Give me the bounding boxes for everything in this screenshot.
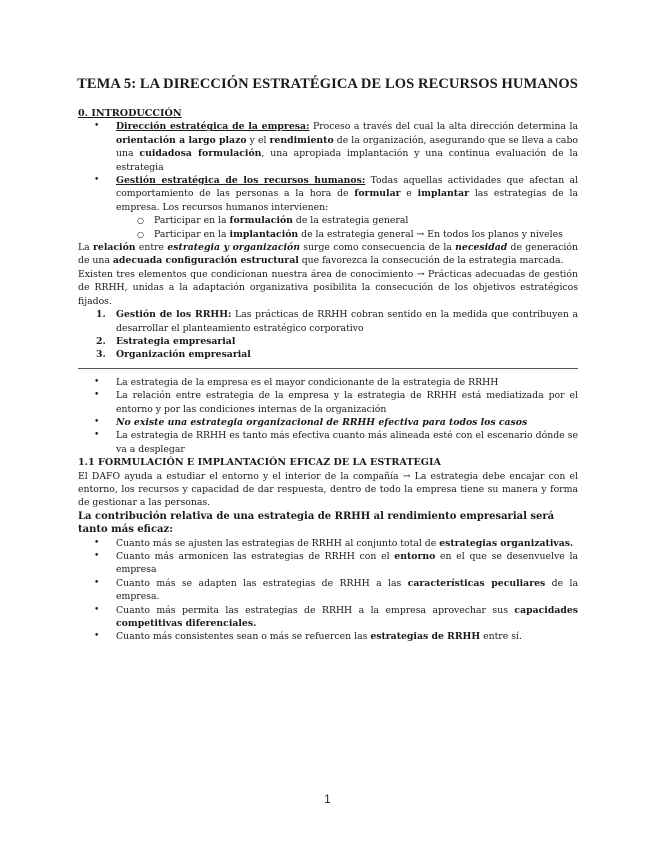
numbered-item bbox=[96, 348, 578, 361]
numbered-list bbox=[78, 308, 578, 362]
paragraph: Existen tres elementos que condicionan nuestra área de conocimiento → Prácticas adecuadas de gestión de RRHH, unidas a la adaptación organizativa posibilita la consecución de los objetivos estratégicos fijados. bbox=[78, 268, 578, 307]
bold-text: implantación bbox=[229, 228, 299, 240]
list-item bbox=[116, 630, 578, 643]
list-item bbox=[116, 120, 578, 174]
paragraph: El DAFO ayuda a estudiar el entorno y el interior de la compañía → La estrategia debe encajar con el entorno, los recursos y capacidad de dar respuesta, dentro de todo la empresa tiene su manera y forma de gestionar a las personas. bbox=[78, 470, 578, 509]
text: Cuanto más consistentes sean o más se refuercen las bbox=[116, 631, 371, 643]
text: Las prácticas de RRHH cobran sentido en la medida que contribuyen a desarrollar el planteamiento estratégico corporativo bbox=[116, 309, 579, 334]
horizontal-divider bbox=[78, 368, 578, 369]
sub-list-item bbox=[154, 228, 578, 241]
text: en el que se desenvuelve la empresa bbox=[116, 551, 578, 576]
item-number: 1. bbox=[96, 309, 106, 321]
bold-text: orientación a largo plazo bbox=[116, 134, 247, 146]
list-item: • La estrategia de la empresa es el mayor condicionante de la estrategia de RRHH bbox=[116, 376, 578, 389]
bold-text: entorno bbox=[394, 551, 436, 562]
bold-text: adecuada configuración estructural bbox=[112, 255, 299, 267]
bold-text: estrategias organizativas. bbox=[439, 537, 574, 549]
list-item: • La estrategia de RRHH es tanto más efectiva cuanto más alineada esté con el escenario dónde se va a desplegar bbox=[116, 429, 578, 456]
bold-text: Estrategia empresarial bbox=[116, 335, 236, 347]
text: de la estrategia general bbox=[292, 215, 409, 227]
bold-text: formular bbox=[354, 188, 401, 200]
effectiveness-list bbox=[78, 537, 578, 644]
sub-list bbox=[116, 214, 578, 241]
list-item bbox=[116, 604, 578, 631]
list-item bbox=[116, 174, 578, 241]
text: las estrategias de la empresa. Los recursos humanos intervienen: bbox=[116, 188, 578, 213]
text: entre bbox=[135, 242, 168, 254]
section-heading-introduccion: 0. INTRODUCCIÓN bbox=[78, 108, 182, 119]
numbered-item bbox=[96, 335, 578, 348]
bold-italic-text: estrategia y organización bbox=[167, 242, 300, 254]
text: Cuanto más armonicen las estrategias de RRHH con el bbox=[116, 551, 395, 562]
bold-text: rendimiento bbox=[269, 134, 334, 146]
text: Participar en la bbox=[154, 228, 230, 240]
page-number: 1 bbox=[324, 794, 331, 806]
text: Cuanto más permita las estrategias de RRHH a la empresa aprovechar sus bbox=[116, 604, 515, 616]
text: Todas aquellas actividades que afectan al comportamiento de las personas a la hora de bbox=[116, 175, 578, 200]
term: Gestión estratégica de los recursos humanos: bbox=[116, 175, 366, 187]
text: de la empresa. bbox=[116, 577, 578, 603]
text: y el bbox=[246, 134, 270, 146]
text: Participar en la bbox=[154, 215, 230, 227]
document-body bbox=[78, 107, 578, 644]
bold-text: cuidadosa formulación bbox=[139, 148, 262, 160]
text: de la organización, asegurando que se lleva a cabo una bbox=[116, 134, 579, 160]
paragraph bbox=[78, 241, 578, 268]
term: Dirección estratégica de la empresa: bbox=[116, 121, 310, 133]
document-title: TEMA 5: LA DIRECCIÓN ESTRATÉGICA DE LOS RECURSOS HUMANOS bbox=[77, 76, 578, 92]
item-number: 2. bbox=[96, 335, 106, 347]
list-item bbox=[116, 577, 578, 604]
list-item bbox=[116, 550, 578, 577]
text: de la estrategia general → En todos los planos y niveles bbox=[298, 228, 563, 240]
conclusions-list bbox=[78, 376, 578, 456]
sub-list-item bbox=[154, 214, 578, 227]
text: de generación de una bbox=[78, 242, 578, 267]
bold-text: implantar bbox=[417, 188, 470, 200]
text: Cuanto más se ajusten las estrategias de RRHH al conjunto total de bbox=[116, 537, 440, 549]
numbered-item bbox=[96, 308, 579, 335]
bold-text: estrategias de RRHH bbox=[370, 631, 481, 643]
list-item bbox=[116, 537, 578, 550]
bold-italic-text: necesidad bbox=[455, 242, 508, 254]
section-heading-formulacion: 1.1 FORMULACIÓN E IMPLANTACIÓN EFICAZ DE LA ESTRATEGIA bbox=[78, 457, 441, 469]
text: entre sí. bbox=[480, 631, 522, 643]
text: surge como consecuencia de la bbox=[299, 242, 456, 254]
definitions-list bbox=[78, 120, 578, 241]
text: que favorezca la consecución de la estrategia marcada. bbox=[298, 255, 564, 267]
bold-text: Gestión de los RRHH: bbox=[116, 309, 232, 321]
list-item bbox=[116, 416, 578, 429]
bold-text: relación bbox=[93, 242, 136, 254]
bold-italic-text: No existe una estrategia organizacional de RRHH efectiva para todos los casos bbox=[116, 416, 528, 428]
bold-text: Organización empresarial bbox=[116, 349, 251, 361]
list-item: • La relación entre estrategia de la empresa y la estrategia de RRHH está mediatizada por el entorno y por las condiciones internas de la organización bbox=[116, 389, 578, 416]
bold-text: características peculiares bbox=[407, 577, 546, 589]
text: , una apropiada implantación y una continua evaluación de la estrategia bbox=[116, 148, 578, 173]
text: Proceso a través del cual la alta dirección determina la bbox=[309, 121, 579, 133]
item-number: 3. bbox=[96, 349, 106, 361]
text: Cuanto más se adapten las estrategias de RRHH a las bbox=[116, 577, 408, 589]
text: e bbox=[400, 188, 418, 200]
bold-text: capacidades competitivas diferenciales. bbox=[116, 604, 578, 630]
lead-sentence: La contribución relativa de una estrategia de RRHH al rendimiento empresarial será tanto más eficaz: bbox=[78, 510, 555, 536]
text: La bbox=[78, 242, 94, 254]
bold-text: formulación bbox=[229, 215, 293, 227]
